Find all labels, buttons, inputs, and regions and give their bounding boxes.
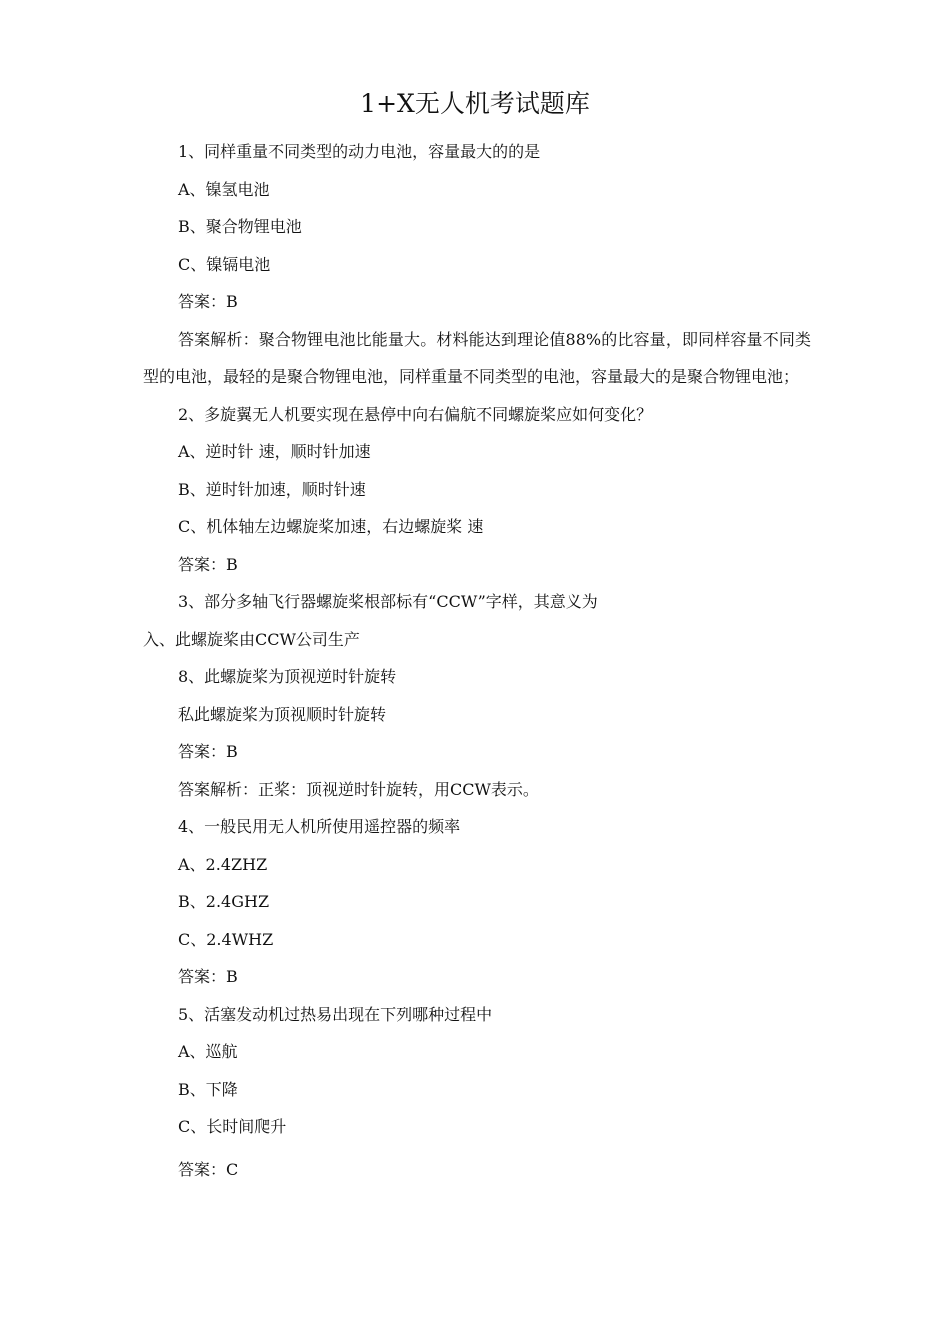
q3-option-c: 私此螺旋桨为顶视顺时针旋转	[178, 704, 387, 724]
q5-question: 5、活塞发动机过热易出现在下列哪种过程中	[178, 1004, 493, 1024]
q2-option-a: A、逆时针 速，顺时针加速	[178, 442, 371, 461]
q3-option-b: 8、此螺旋桨为顶视逆时针旋转	[178, 667, 397, 686]
q3-option-a: 入、此螺旋桨由CCW公司生产	[143, 629, 360, 649]
q1-option-c: C、镍镉电池	[178, 254, 271, 274]
q2-option-b: B、逆时针加速，顺时针速	[178, 479, 366, 499]
q5-option-a: A、巡航	[178, 1042, 238, 1061]
q2-answer: 答案：B	[178, 554, 238, 574]
q4-option-a: A、2.4ZHZ	[178, 854, 268, 874]
document-body	[143, 133, 811, 1188]
q3-answer: 答案：B	[178, 742, 238, 761]
q1-question: 1、同样重量不同类型的动力电池，容量最大的的是	[178, 142, 541, 161]
q1-option-b: B、聚合物锂电池	[178, 217, 302, 236]
q1-answer: 答案：B	[178, 292, 238, 311]
q4-option-c: C、2.4WHZ	[178, 929, 274, 949]
q4-answer: 答案：B	[178, 967, 238, 986]
q1-explanation: 答案解析：聚合物锂电池比能量大。材料能达到理论值88%的比容量，即同样容量不同类型的电池，最轻的是聚合物锂电池，同样重量不同类型的电池，容量最大的是聚合物锂电池；	[143, 329, 811, 386]
q5-option-c: C、长时间爬升	[178, 1117, 287, 1136]
q1-option-a: A、镍氢电池	[178, 179, 270, 199]
document-title: 1+X无人机考试题库	[360, 89, 590, 118]
q2-option-c: C、机体轴左边螺旋桨加速，右边螺旋桨 速	[178, 517, 484, 536]
q2-question: 2、多旋翼无人机要实现在悬停中向右偏航不同螺旋桨应如何变化？	[178, 404, 653, 424]
q5-answer: 答案：C	[178, 1159, 239, 1179]
q3-question: 3、部分多轴飞行器螺旋桨根部标有“CCW”字样，其意义为	[178, 592, 598, 611]
q4-question: 4、一般民用无人机所使用遥控器的频率	[178, 817, 461, 836]
q3-explanation: 答案解析：正桨：顶视逆时针旋转，用CCW表示。	[178, 779, 539, 799]
q5-option-b: B、下降	[178, 1079, 238, 1099]
q4-option-b: B、2.4GHZ	[178, 892, 270, 911]
